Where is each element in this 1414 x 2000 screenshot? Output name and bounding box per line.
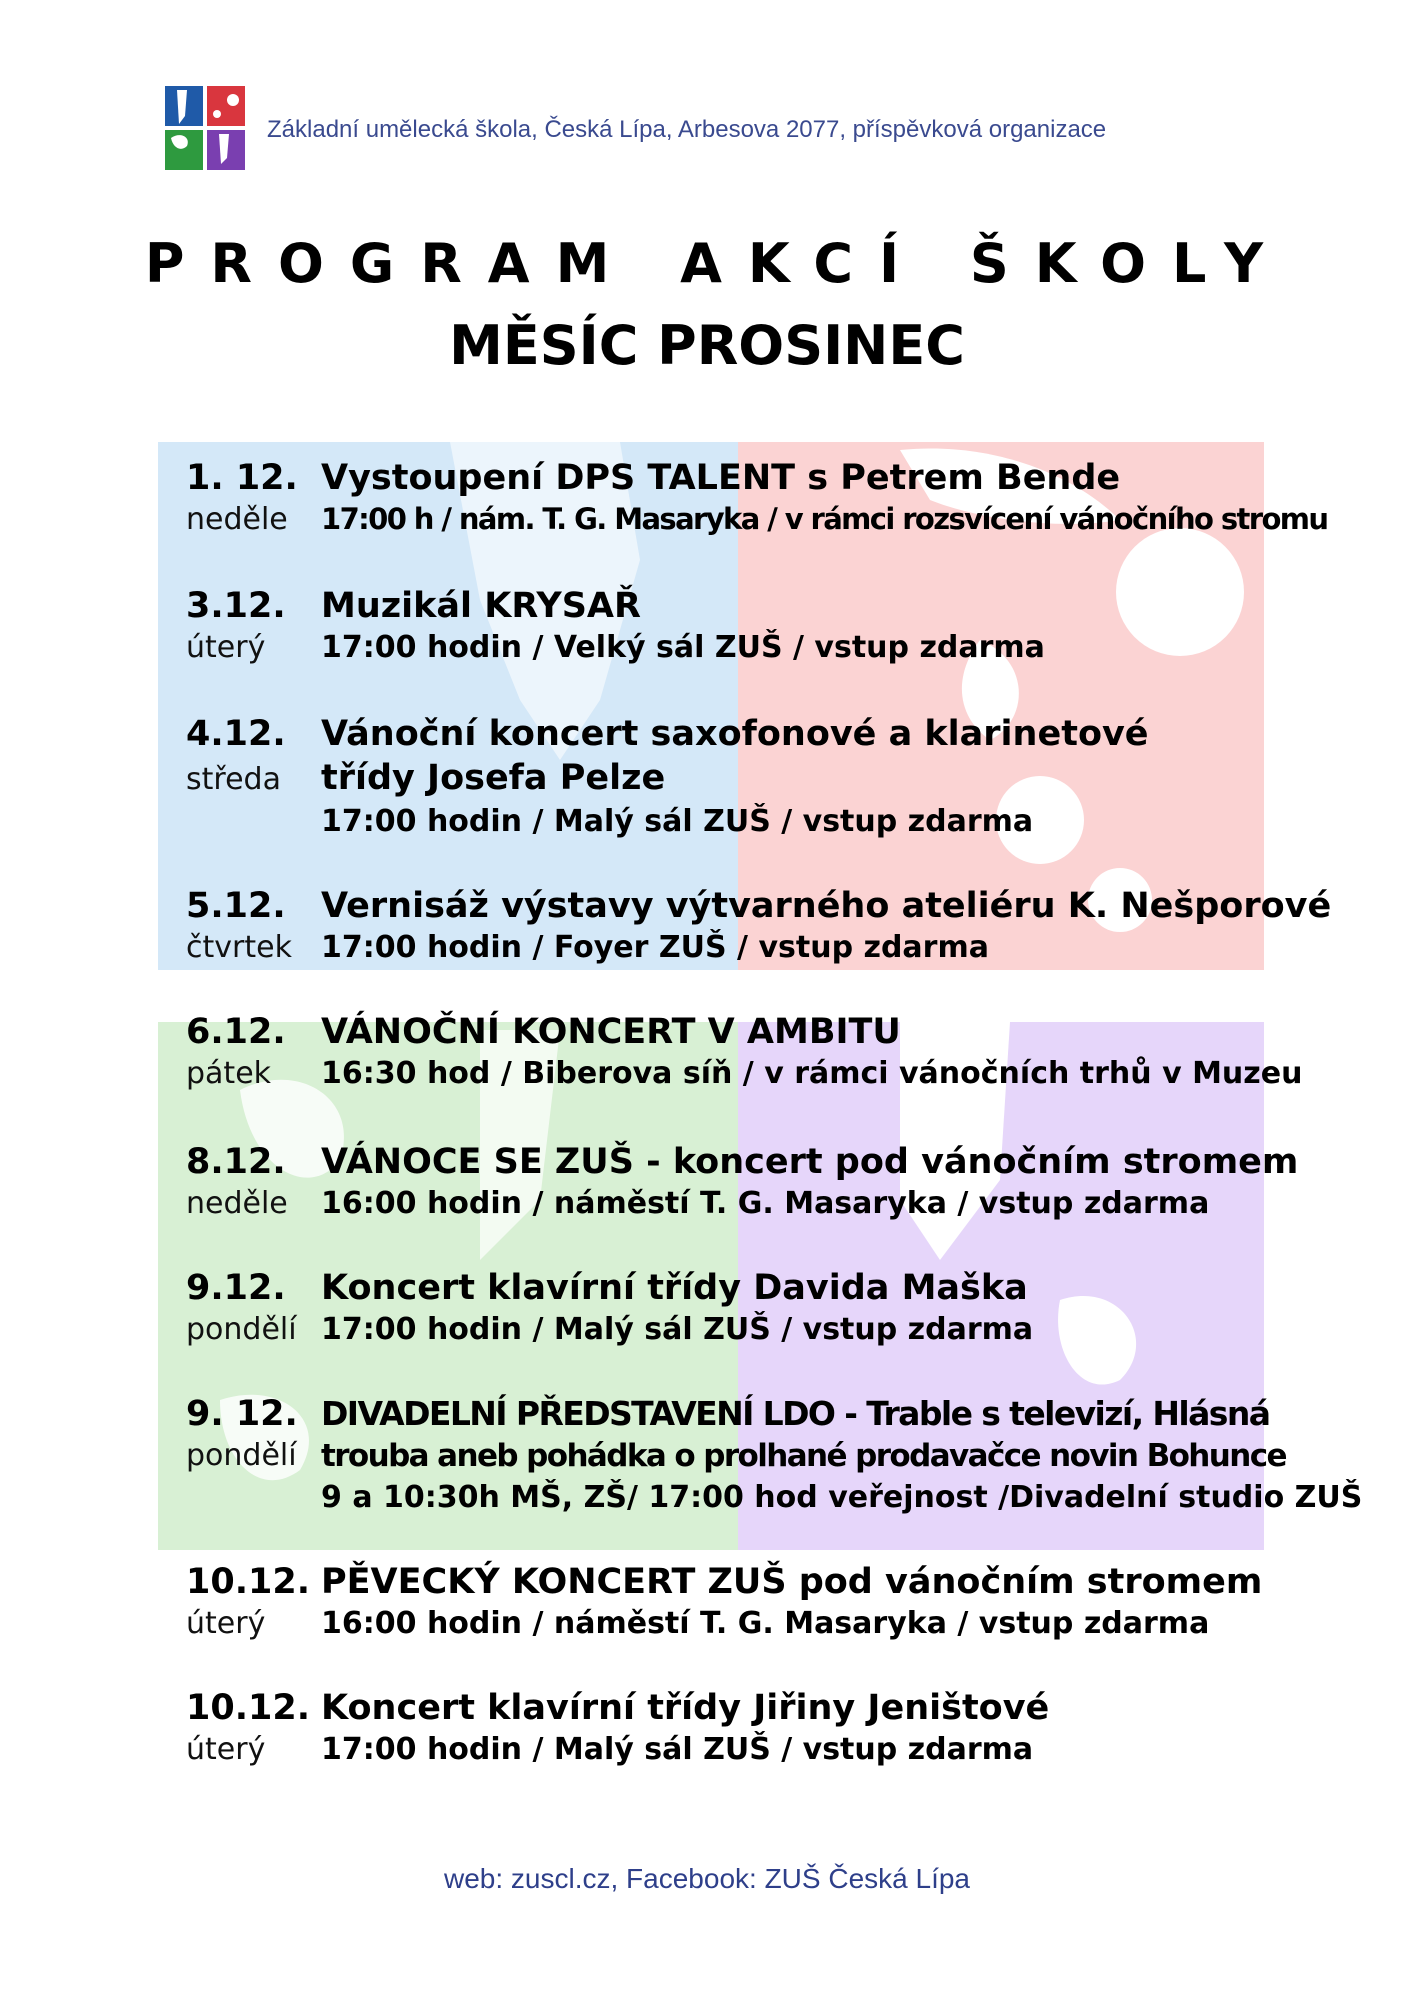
event-detail: 16:00 hodin / náměstí T. G. Masaryka / vstup zdarma — [321, 1606, 1210, 1641]
page-title: PROGRAM AKCÍ ŠKOLY — [144, 232, 1290, 295]
event-date: 1. 12. — [186, 458, 298, 498]
event-date: 5.12. — [186, 886, 286, 926]
event-title: VÁNOCE SE ZUŠ - koncert pod vánočním stromem — [321, 1142, 1299, 1182]
event-day: pondělí — [186, 1438, 297, 1473]
event-day: neděle — [186, 1186, 288, 1221]
school-name: Základní umělecká škola, Česká Lípa, Arbesova 2077, příspěvková organizace — [267, 116, 1107, 143]
event-date: 10.12. — [186, 1562, 311, 1602]
event-title: Muzikál KRYSAŘ — [321, 586, 641, 626]
event-day: úterý — [186, 1732, 266, 1767]
event-date: 10.12. — [186, 1688, 311, 1728]
event-date: 9.12. — [186, 1268, 286, 1308]
event-title: PĚVECKÝ KONCERT ZUŠ pod vánočním stromem — [321, 1562, 1263, 1602]
event-date: 8.12. — [186, 1142, 286, 1182]
event-title: Koncert klavírní třídy Davida Maška — [321, 1268, 1028, 1308]
event-detail: 9 a 10:30h MŠ, ZŠ/ 17:00 hod veřejnost /Divadelní studio ZUŠ — [321, 1480, 1363, 1515]
event-date: 6.12. — [186, 1012, 286, 1052]
page-subtitle: MĚSÍC PROSINEC — [449, 314, 965, 377]
event-detail: 17:00 hodin / Velký sál ZUŠ / vstup zdarma — [321, 630, 1045, 665]
event-detail: trouba aneb pohádka o prolhané prodavačce novin Bohunce — [321, 1438, 1286, 1474]
event-title: DIVADELNÍ PŘEDSTAVENÍ LDO - Trable s televizí, Hlásná — [321, 1394, 1270, 1433]
event-title: VÁNOČNÍ KONCERT V AMBITU — [321, 1012, 901, 1052]
event-detail: 17:00 h / nám. T. G. Masaryka / v rámci rozsvícení vánočního stromu — [321, 502, 1328, 536]
event-day: neděle — [186, 502, 288, 537]
event-detail: 16:30 hod / Biberova síň / v rámci vánočních trhů v Muzeu — [321, 1056, 1303, 1091]
event-title: Koncert klavírní třídy Jiřiny Jeništové — [321, 1688, 1050, 1728]
event-title: Vánoční koncert saxofonové a klarinetové — [321, 714, 1149, 754]
event-date: 3.12. — [186, 586, 286, 626]
event-day: úterý — [186, 630, 266, 665]
event-detail: 16:00 hodin / náměstí T. G. Masaryka / vstup zdarma — [321, 1186, 1210, 1221]
event-day: středa — [186, 762, 281, 797]
event-title: Vystoupení DPS TALENT s Petrem Bende — [321, 458, 1121, 498]
footer-links: web: zuscl.cz, Facebook: ZUŠ Česká Lípa — [444, 1863, 970, 1894]
event-detail: třídy Josefa Pelze — [321, 758, 666, 798]
event-day: pondělí — [186, 1312, 297, 1347]
event-day: úterý — [186, 1606, 266, 1641]
event-detail: 17:00 hodin / Malý sál ZUŠ / vstup zdarma — [321, 1732, 1034, 1767]
event-date: 4.12. — [186, 714, 286, 754]
event-detail: 17:00 hodin / Malý sál ZUŠ / vstup zdarma — [321, 804, 1034, 839]
event-detail: 17:00 hodin / Malý sál ZUŠ / vstup zdarma — [321, 1312, 1034, 1347]
event-title: Vernisáž výstavy výtvarného ateliéru K. Nešporové — [321, 886, 1332, 926]
event-day: pátek — [186, 1056, 272, 1091]
event-date: 9. 12. — [186, 1394, 298, 1434]
event-day: čtvrtek — [186, 930, 292, 965]
event-detail: 17:00 hodin / Foyer ZUŠ / vstup zdarma — [321, 930, 989, 965]
